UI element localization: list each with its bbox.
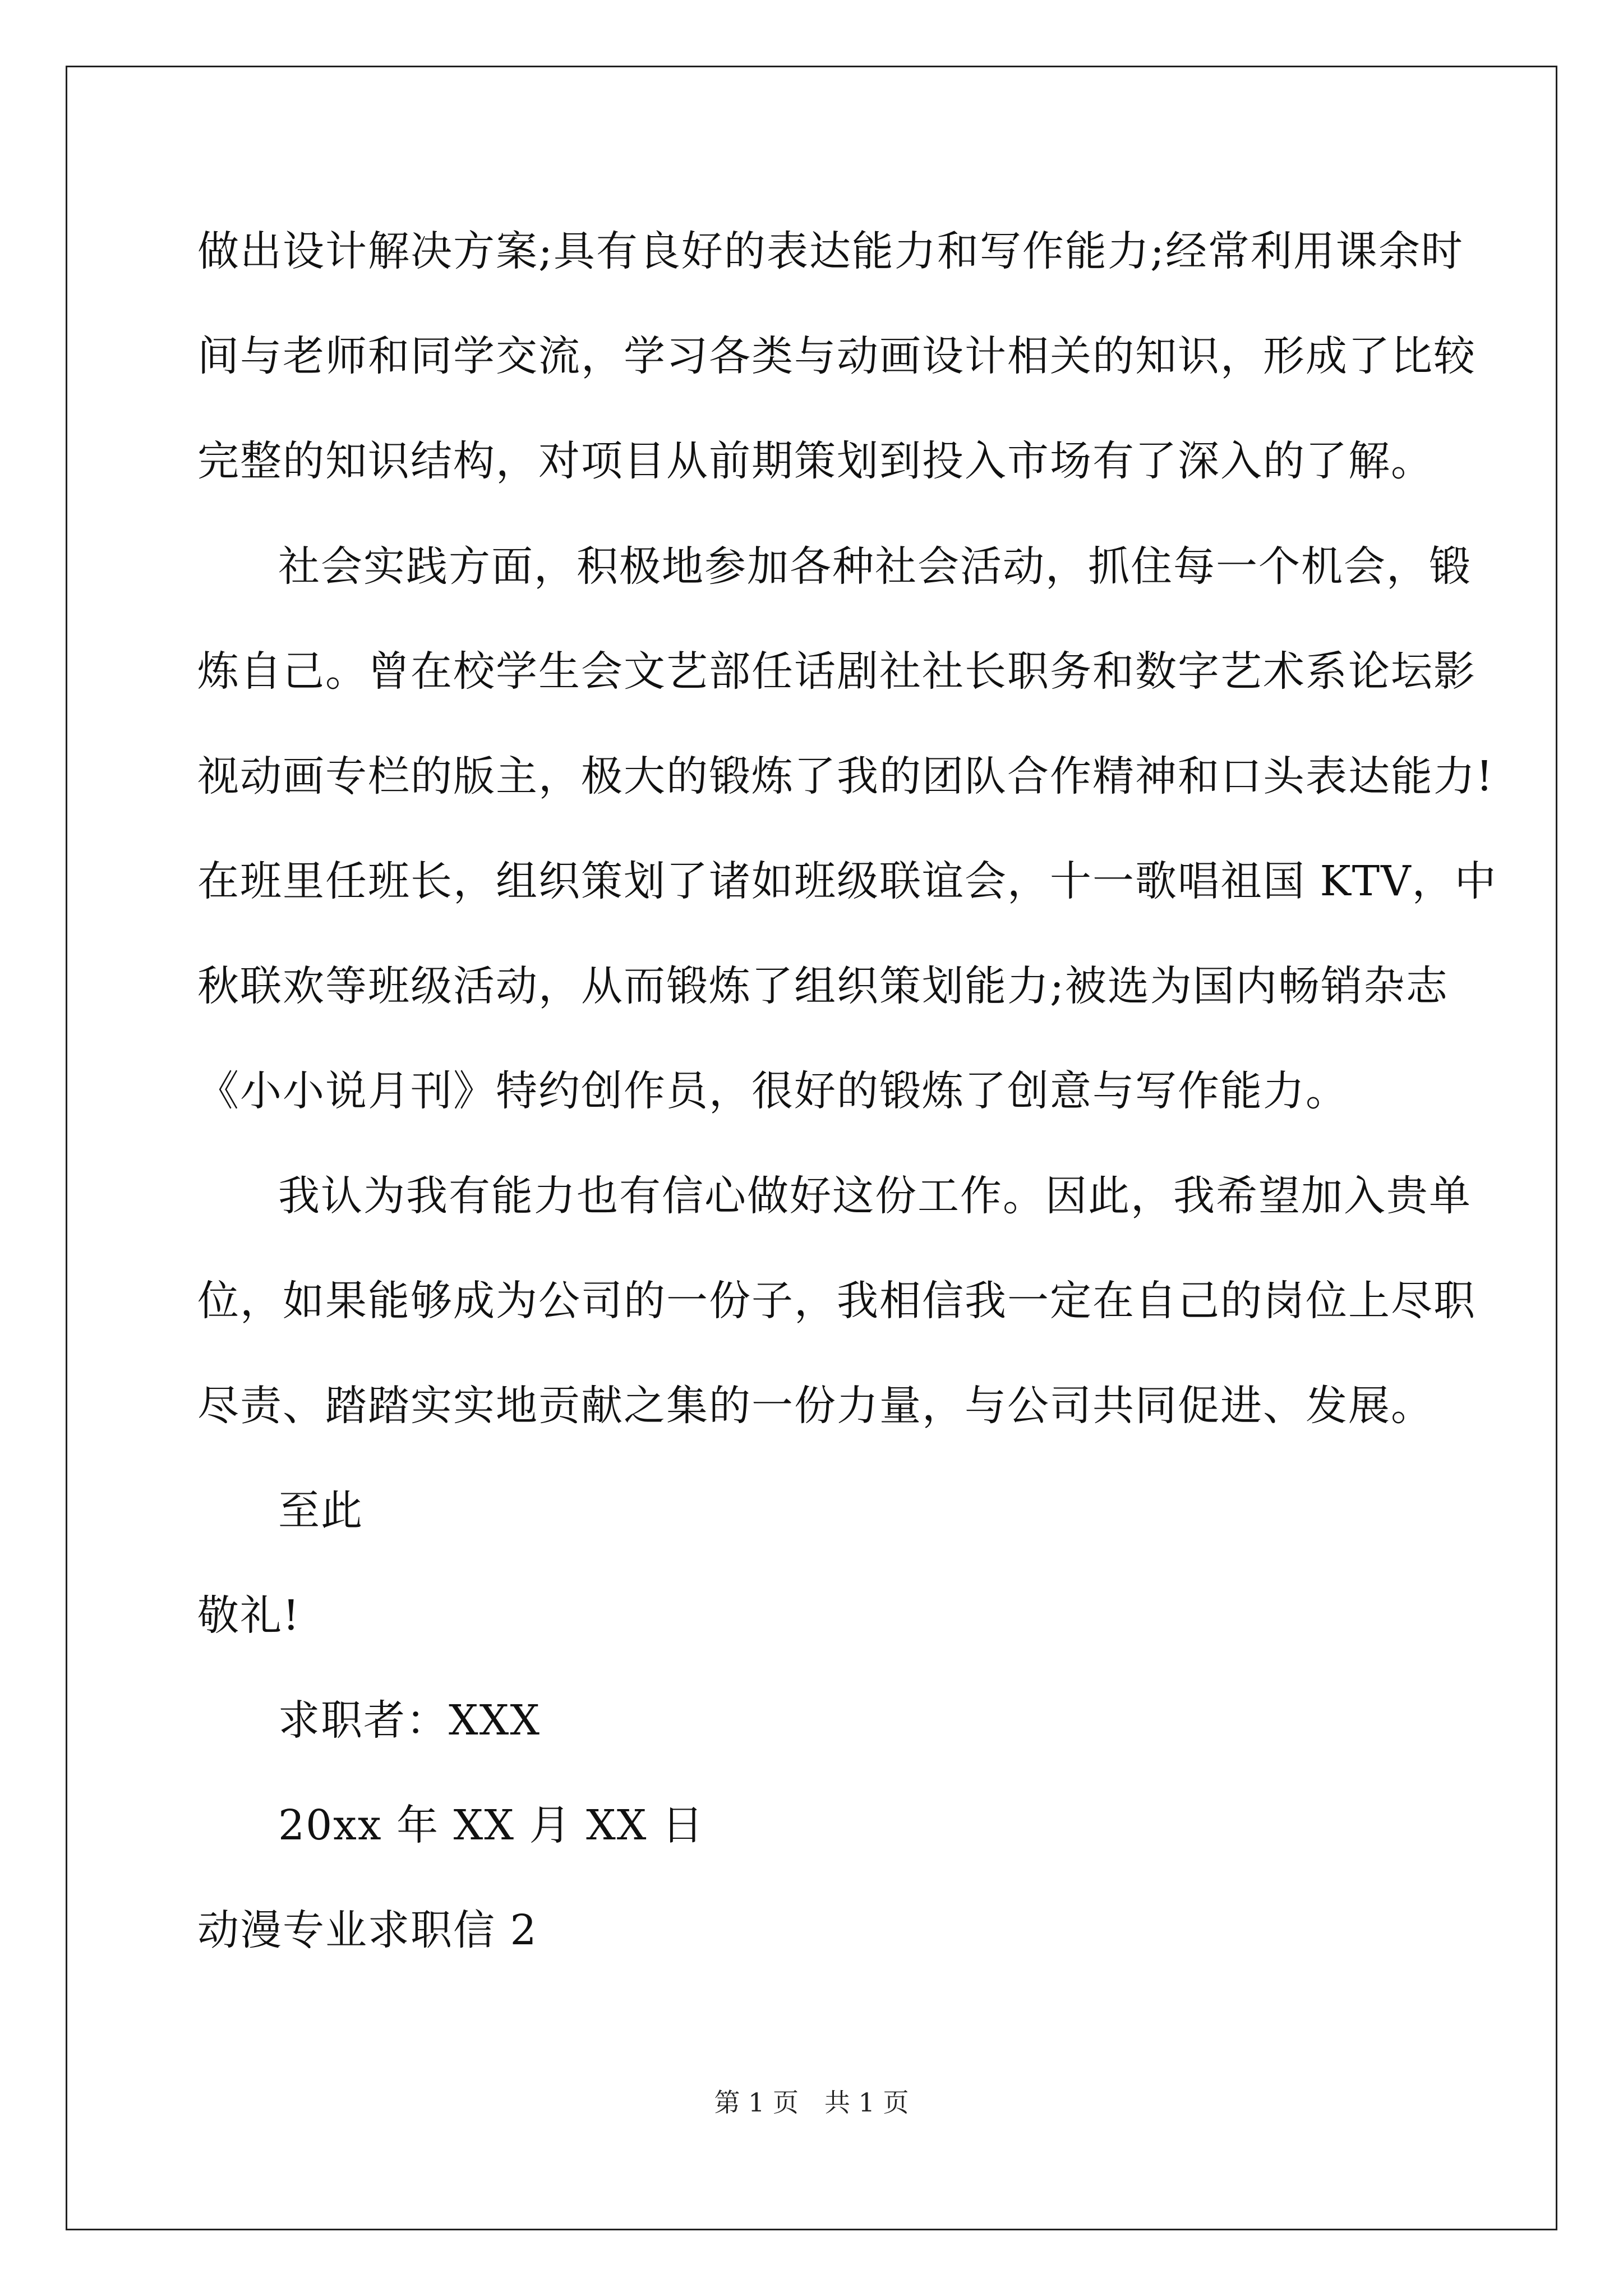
text-line: 视动画专栏的版主，极大的锻炼了我的团队合作精神和口头表达能力!	[197, 752, 1494, 800]
text-line: 我认为我有能力也有信心做好这份工作。因此，我希望加入贵单	[278, 1172, 1472, 1220]
text-line: 秋联欢等班级活动，从而锻炼了组织策划能力;被选为国内畅销杂志	[197, 962, 1449, 1010]
signature-text: 求职者：XXX	[278, 1696, 541, 1745]
text-line: 间与老师和同学交流，学习各类与动画设计相关的知识，形成了比较	[197, 332, 1476, 380]
text-line: 完整的知识结构，对项目从前期策划到投入市场有了深入的了解。	[197, 437, 1433, 485]
text-line: 社会实践方面，积极地参加各种社会活动，抓住每一个机会，锻	[278, 542, 1472, 591]
text-line: 位，如果能够成为公司的一份子，我相信我一定在自己的岗位上尽职	[197, 1277, 1476, 1325]
text-line: 炼自己。曾在校学生会文艺部任话剧社社长职务和数字艺术系论坛影	[197, 647, 1476, 696]
text-line: 在班里任班长，组织策划了诸如班级联谊会，十一歌唱祖国 KTV，中	[197, 857, 1497, 905]
next-letter-title: 动漫专业求职信 2	[197, 1906, 538, 1954]
text-line: 尽责、踏踏实实地贡献之集的一份力量，与公司共同促进、发展。	[197, 1382, 1433, 1430]
salutation-text: 敬礼!	[197, 1591, 301, 1640]
page-footer: 第 1 页 共 1 页	[714, 2087, 909, 2118]
text-line: 《小小说月刊》特约创作员，很好的锻炼了创意与写作能力。	[197, 1067, 1348, 1115]
closing-text: 至此	[278, 1487, 363, 1535]
date-text: 20xx 年 XX 月 XX 日	[278, 1801, 704, 1849]
text-line: 做出设计解决方案;具有良好的表达能力和写作能力;经常利用课余时	[197, 227, 1464, 275]
